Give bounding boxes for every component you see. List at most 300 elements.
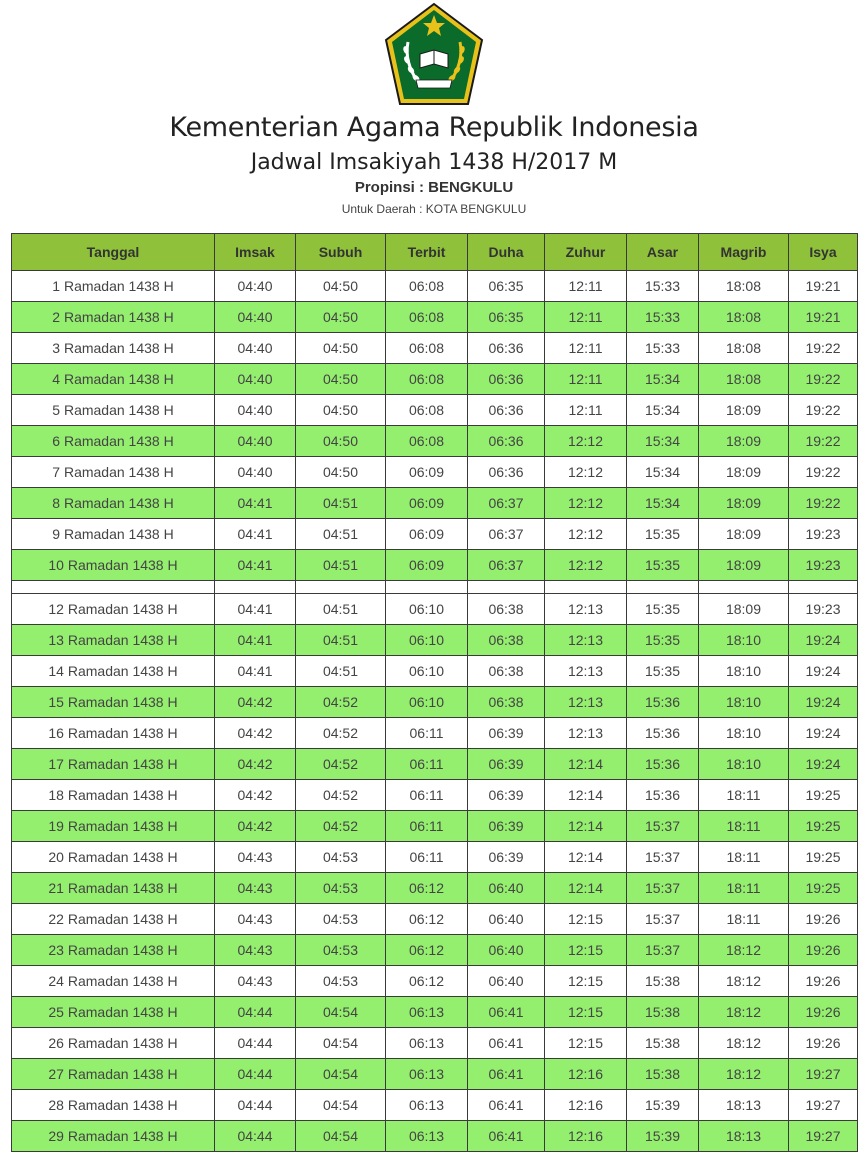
table-cell-subuh: 04:51 bbox=[296, 519, 386, 550]
table-cell-zuhur: 12:14 bbox=[545, 873, 627, 904]
table-cell-zuhur: 12:13 bbox=[545, 625, 627, 656]
table-cell-duha: 06:35 bbox=[468, 271, 545, 302]
table-cell-tanggal: 8 Ramadan 1438 H bbox=[12, 488, 215, 519]
province-label: Propinsi : bbox=[354, 179, 424, 196]
table-cell-magrib: 18:10 bbox=[699, 625, 789, 656]
table-cell-isya: 19:24 bbox=[789, 749, 858, 780]
table-cell-isya: 19:22 bbox=[789, 426, 858, 457]
table-cell-zuhur bbox=[545, 581, 627, 594]
table-cell-terbit: 06:10 bbox=[386, 656, 468, 687]
table-cell-zuhur: 12:15 bbox=[545, 1028, 627, 1059]
table-cell-imsak: 04:44 bbox=[215, 997, 296, 1028]
table-cell-duha: 06:39 bbox=[468, 842, 545, 873]
table-row bbox=[12, 904, 858, 935]
table-row bbox=[12, 656, 858, 687]
table-cell-subuh: 04:54 bbox=[296, 1090, 386, 1121]
table-cell-magrib: 18:08 bbox=[699, 271, 789, 302]
table-cell-terbit: 06:12 bbox=[386, 873, 468, 904]
table-cell-magrib: 18:12 bbox=[699, 966, 789, 997]
table-cell-imsak: 04:41 bbox=[215, 656, 296, 687]
table-cell-imsak: 04:43 bbox=[215, 873, 296, 904]
table-cell-magrib: 18:10 bbox=[699, 718, 789, 749]
table-cell-isya: 19:24 bbox=[789, 687, 858, 718]
table-cell-isya: 19:26 bbox=[789, 1028, 858, 1059]
table-cell-subuh: 04:52 bbox=[296, 780, 386, 811]
table-cell-tanggal: 10 Ramadan 1438 H bbox=[12, 550, 215, 581]
table-cell-duha: 06:39 bbox=[468, 811, 545, 842]
table-cell-terbit: 06:10 bbox=[386, 625, 468, 656]
table-cell-imsak: 04:44 bbox=[215, 1121, 296, 1152]
table-cell-zuhur: 12:13 bbox=[545, 594, 627, 625]
table-cell-magrib: 18:10 bbox=[699, 687, 789, 718]
table-row bbox=[12, 594, 858, 625]
table-cell-subuh: 04:51 bbox=[296, 625, 386, 656]
table-cell-subuh bbox=[296, 581, 386, 594]
table-cell-terbit: 06:10 bbox=[386, 594, 468, 625]
table-cell-asar: 15:33 bbox=[627, 271, 699, 302]
table-cell-magrib: 18:12 bbox=[699, 1028, 789, 1059]
table-cell-magrib: 18:12 bbox=[699, 997, 789, 1028]
table-cell-asar: 15:36 bbox=[627, 687, 699, 718]
table-cell-terbit: 06:11 bbox=[386, 842, 468, 873]
table-cell-subuh: 04:53 bbox=[296, 873, 386, 904]
table-cell-asar: 15:39 bbox=[627, 1121, 699, 1152]
table-cell-tanggal: 21 Ramadan 1438 H bbox=[12, 873, 215, 904]
table-row bbox=[12, 488, 858, 519]
table-cell-imsak: 04:42 bbox=[215, 780, 296, 811]
table-cell-zuhur: 12:11 bbox=[545, 333, 627, 364]
table-cell-asar: 15:35 bbox=[627, 656, 699, 687]
table-cell-isya: 19:27 bbox=[789, 1090, 858, 1121]
table-cell-zuhur: 12:13 bbox=[545, 718, 627, 749]
table-cell-terbit: 06:12 bbox=[386, 904, 468, 935]
table-cell-zuhur: 12:12 bbox=[545, 519, 627, 550]
table-row bbox=[12, 426, 858, 457]
table-cell-imsak: 04:41 bbox=[215, 594, 296, 625]
table-cell-zuhur: 12:12 bbox=[545, 426, 627, 457]
table-cell-subuh: 04:54 bbox=[296, 1028, 386, 1059]
table-cell-terbit: 06:13 bbox=[386, 1090, 468, 1121]
table-cell-asar: 15:36 bbox=[627, 780, 699, 811]
table-cell-subuh: 04:51 bbox=[296, 594, 386, 625]
table-cell-isya: 19:26 bbox=[789, 997, 858, 1028]
table-cell-imsak: 04:43 bbox=[215, 966, 296, 997]
table-cell-asar: 15:34 bbox=[627, 395, 699, 426]
table-cell-asar: 15:34 bbox=[627, 426, 699, 457]
table-row bbox=[12, 457, 858, 488]
page-header bbox=[0, 2, 868, 218]
table-cell-asar: 15:37 bbox=[627, 873, 699, 904]
table-cell-tanggal: 23 Ramadan 1438 H bbox=[12, 935, 215, 966]
table-cell-isya: 19:21 bbox=[789, 271, 858, 302]
table-cell-subuh: 04:52 bbox=[296, 718, 386, 749]
table-cell-terbit: 06:09 bbox=[386, 550, 468, 581]
table-row bbox=[12, 749, 858, 780]
table-cell-imsak: 04:44 bbox=[215, 1028, 296, 1059]
table-cell-asar: 15:38 bbox=[627, 997, 699, 1028]
table-cell-asar: 15:36 bbox=[627, 718, 699, 749]
table-cell-magrib: 18:11 bbox=[699, 842, 789, 873]
table-cell-isya: 19:22 bbox=[789, 488, 858, 519]
table-row bbox=[12, 811, 858, 842]
table-cell-duha: 06:37 bbox=[468, 550, 545, 581]
table-cell-isya: 19:27 bbox=[789, 1059, 858, 1090]
table-cell-subuh: 04:53 bbox=[296, 935, 386, 966]
table-cell-isya bbox=[789, 581, 858, 594]
table-cell-asar: 15:38 bbox=[627, 966, 699, 997]
table-cell-tanggal: 18 Ramadan 1438 H bbox=[12, 780, 215, 811]
table-cell-magrib: 18:09 bbox=[699, 550, 789, 581]
table-cell-zuhur: 12:13 bbox=[545, 687, 627, 718]
table-cell-magrib bbox=[699, 581, 789, 594]
table-cell-duha: 06:40 bbox=[468, 904, 545, 935]
table-cell-magrib: 18:09 bbox=[699, 519, 789, 550]
table-cell-terbit: 06:12 bbox=[386, 966, 468, 997]
table-cell-zuhur: 12:14 bbox=[545, 780, 627, 811]
table-cell-terbit: 06:11 bbox=[386, 718, 468, 749]
table-cell-asar: 15:37 bbox=[627, 935, 699, 966]
table-cell-zuhur: 12:11 bbox=[545, 271, 627, 302]
table-cell-imsak: 04:42 bbox=[215, 718, 296, 749]
table-cell-tanggal: 1 Ramadan 1438 H bbox=[12, 271, 215, 302]
table-cell-magrib: 18:11 bbox=[699, 904, 789, 935]
page-title: Kementerian Agama Republik Indonesia bbox=[169, 112, 699, 143]
table-cell-terbit: 06:08 bbox=[386, 426, 468, 457]
table-cell-duha: 06:36 bbox=[468, 457, 545, 488]
table-cell-zuhur: 12:15 bbox=[545, 997, 627, 1028]
table-cell-duha: 06:38 bbox=[468, 656, 545, 687]
column-header-magrib: Magrib bbox=[699, 234, 789, 271]
table-row bbox=[12, 333, 858, 364]
table-cell-zuhur: 12:15 bbox=[545, 904, 627, 935]
table-cell-imsak bbox=[215, 581, 296, 594]
table-cell-asar bbox=[627, 581, 699, 594]
table-cell-magrib: 18:09 bbox=[699, 488, 789, 519]
table-cell-subuh: 04:53 bbox=[296, 904, 386, 935]
table-cell-duha: 06:36 bbox=[468, 395, 545, 426]
table-cell-terbit: 06:11 bbox=[386, 749, 468, 780]
table-cell-zuhur: 12:13 bbox=[545, 656, 627, 687]
table-row bbox=[12, 302, 858, 333]
table-body bbox=[12, 271, 858, 1152]
table-cell-duha: 06:35 bbox=[468, 302, 545, 333]
table-row bbox=[12, 550, 858, 581]
table-row bbox=[12, 873, 858, 904]
table-cell-isya: 19:26 bbox=[789, 935, 858, 966]
table-cell-terbit: 06:11 bbox=[386, 780, 468, 811]
region-label: Untuk Daerah : bbox=[341, 202, 423, 216]
table-cell-tanggal: 9 Ramadan 1438 H bbox=[12, 519, 215, 550]
table-row bbox=[12, 935, 858, 966]
table-cell-duha: 06:38 bbox=[468, 625, 545, 656]
table-cell-tanggal: 14 Ramadan 1438 H bbox=[12, 656, 215, 687]
table-cell-isya: 19:27 bbox=[789, 1121, 858, 1152]
table-cell-isya: 19:21 bbox=[789, 302, 858, 333]
table-cell-subuh: 04:50 bbox=[296, 302, 386, 333]
table-cell-asar: 15:34 bbox=[627, 457, 699, 488]
table-cell-imsak: 04:40 bbox=[215, 364, 296, 395]
table-cell-magrib: 18:09 bbox=[699, 426, 789, 457]
table-cell-subuh: 04:51 bbox=[296, 488, 386, 519]
table-cell-duha: 06:41 bbox=[468, 1059, 545, 1090]
table-cell-asar: 15:36 bbox=[627, 749, 699, 780]
table-cell-tanggal: 17 Ramadan 1438 H bbox=[12, 749, 215, 780]
table-cell-imsak: 04:44 bbox=[215, 1059, 296, 1090]
table-cell-subuh: 04:52 bbox=[296, 811, 386, 842]
table-cell-zuhur: 12:12 bbox=[545, 550, 627, 581]
table-cell-tanggal: 27 Ramadan 1438 H bbox=[12, 1059, 215, 1090]
table-cell-terbit: 06:11 bbox=[386, 811, 468, 842]
table-cell-imsak: 04:40 bbox=[215, 271, 296, 302]
table-cell-asar: 15:35 bbox=[627, 625, 699, 656]
table-cell-duha: 06:36 bbox=[468, 364, 545, 395]
table-cell-magrib: 18:12 bbox=[699, 1059, 789, 1090]
table-cell-duha: 06:36 bbox=[468, 426, 545, 457]
region-value: KOTA BENGKULU bbox=[425, 202, 527, 216]
table-row bbox=[12, 395, 858, 426]
table-row bbox=[12, 1121, 858, 1152]
province-line bbox=[0, 178, 868, 198]
table-cell-imsak: 04:42 bbox=[215, 811, 296, 842]
table-cell-isya: 19:25 bbox=[789, 811, 858, 842]
table-cell-isya: 19:24 bbox=[789, 656, 858, 687]
table-cell-subuh: 04:50 bbox=[296, 426, 386, 457]
table-cell-imsak: 04:40 bbox=[215, 333, 296, 364]
table-cell-tanggal: 26 Ramadan 1438 H bbox=[12, 1028, 215, 1059]
table-cell-magrib: 18:11 bbox=[699, 811, 789, 842]
table-row bbox=[12, 997, 858, 1028]
table-cell-duha: 06:41 bbox=[468, 997, 545, 1028]
table-cell-subuh: 04:50 bbox=[296, 333, 386, 364]
column-header-asar: Asar bbox=[627, 234, 699, 271]
table-cell-duha: 06:39 bbox=[468, 749, 545, 780]
table-cell-tanggal: 15 Ramadan 1438 H bbox=[12, 687, 215, 718]
table-cell-subuh: 04:51 bbox=[296, 656, 386, 687]
table-cell-tanggal: 29 Ramadan 1438 H bbox=[12, 1121, 215, 1152]
table-cell-tanggal: 13 Ramadan 1438 H bbox=[12, 625, 215, 656]
table-cell-tanggal: 4 Ramadan 1438 H bbox=[12, 364, 215, 395]
table-cell-magrib: 18:08 bbox=[699, 364, 789, 395]
table-header-row bbox=[12, 234, 858, 271]
column-header-tanggal: Tanggal bbox=[12, 234, 215, 271]
table-cell-tanggal bbox=[12, 581, 215, 594]
kemenag-logo bbox=[384, 2, 484, 106]
table-row bbox=[12, 842, 858, 873]
column-header-terbit: Terbit bbox=[386, 234, 468, 271]
table-cell-imsak: 04:41 bbox=[215, 625, 296, 656]
table-cell-zuhur: 12:14 bbox=[545, 842, 627, 873]
column-header-duha: Duha bbox=[468, 234, 545, 271]
table-cell-zuhur: 12:16 bbox=[545, 1090, 627, 1121]
table-cell-tanggal: 7 Ramadan 1438 H bbox=[12, 457, 215, 488]
table-cell-terbit: 06:09 bbox=[386, 519, 468, 550]
table-cell-zuhur: 12:15 bbox=[545, 966, 627, 997]
table-cell-tanggal: 25 Ramadan 1438 H bbox=[12, 997, 215, 1028]
table-cell-duha: 06:37 bbox=[468, 519, 545, 550]
table-cell-terbit: 06:08 bbox=[386, 333, 468, 364]
table-cell-imsak: 04:44 bbox=[215, 1090, 296, 1121]
table-cell-terbit: 06:13 bbox=[386, 997, 468, 1028]
table-cell-duha: 06:38 bbox=[468, 594, 545, 625]
table-cell-imsak: 04:40 bbox=[215, 302, 296, 333]
table-cell-duha: 06:37 bbox=[468, 488, 545, 519]
table-cell-isya: 19:25 bbox=[789, 873, 858, 904]
table-cell-isya: 19:26 bbox=[789, 904, 858, 935]
column-header-isya: Isya bbox=[789, 234, 858, 271]
table-cell-imsak: 04:41 bbox=[215, 488, 296, 519]
table-cell-duha: 06:36 bbox=[468, 333, 545, 364]
table-cell-magrib: 18:09 bbox=[699, 594, 789, 625]
table-cell-asar: 15:37 bbox=[627, 811, 699, 842]
table-cell-isya: 19:22 bbox=[789, 395, 858, 426]
table-cell-magrib: 18:09 bbox=[699, 457, 789, 488]
table-cell-subuh: 04:53 bbox=[296, 842, 386, 873]
table-cell-magrib: 18:11 bbox=[699, 873, 789, 904]
table-cell-magrib: 18:13 bbox=[699, 1121, 789, 1152]
table-cell-subuh: 04:50 bbox=[296, 395, 386, 426]
table-cell-duha bbox=[468, 581, 545, 594]
table-row bbox=[12, 364, 858, 395]
table-cell-terbit: 06:10 bbox=[386, 687, 468, 718]
table-cell-imsak: 04:43 bbox=[215, 842, 296, 873]
table-cell-tanggal: 6 Ramadan 1438 H bbox=[12, 426, 215, 457]
table-cell-asar: 15:37 bbox=[627, 904, 699, 935]
table-cell-terbit: 06:09 bbox=[386, 488, 468, 519]
table-cell-asar: 15:35 bbox=[627, 550, 699, 581]
table-cell-magrib: 18:09 bbox=[699, 395, 789, 426]
table-cell-duha: 06:39 bbox=[468, 780, 545, 811]
table-cell-asar: 15:35 bbox=[627, 594, 699, 625]
table-row bbox=[12, 519, 858, 550]
table-cell-tanggal: 28 Ramadan 1438 H bbox=[12, 1090, 215, 1121]
table-cell-tanggal: 16 Ramadan 1438 H bbox=[12, 718, 215, 749]
table-cell-tanggal: 22 Ramadan 1438 H bbox=[12, 904, 215, 935]
table-row bbox=[12, 718, 858, 749]
table-cell-subuh: 04:53 bbox=[296, 966, 386, 997]
page-subtitle: Jadwal Imsakiyah 1438 H/2017 M bbox=[250, 150, 618, 175]
table-cell-magrib: 18:10 bbox=[699, 656, 789, 687]
table-cell-isya: 19:22 bbox=[789, 457, 858, 488]
table-cell-isya: 19:23 bbox=[789, 594, 858, 625]
column-header-imsak: Imsak bbox=[215, 234, 296, 271]
table-cell-subuh: 04:50 bbox=[296, 457, 386, 488]
table-cell-zuhur: 12:12 bbox=[545, 457, 627, 488]
table-cell-duha: 06:40 bbox=[468, 935, 545, 966]
table-cell-terbit: 06:13 bbox=[386, 1059, 468, 1090]
table-cell-tanggal: 20 Ramadan 1438 H bbox=[12, 842, 215, 873]
table-cell-duha: 06:41 bbox=[468, 1028, 545, 1059]
table-cell-tanggal: 19 Ramadan 1438 H bbox=[12, 811, 215, 842]
table-cell-isya: 19:24 bbox=[789, 718, 858, 749]
table-cell-imsak: 04:42 bbox=[215, 687, 296, 718]
table-cell-imsak: 04:40 bbox=[215, 457, 296, 488]
table-cell-subuh: 04:54 bbox=[296, 997, 386, 1028]
table-cell-asar: 15:37 bbox=[627, 842, 699, 873]
table-cell-magrib: 18:08 bbox=[699, 333, 789, 364]
table-cell-terbit: 06:08 bbox=[386, 302, 468, 333]
table-cell-zuhur: 12:15 bbox=[545, 935, 627, 966]
table-row bbox=[12, 966, 858, 997]
table-cell-isya: 19:22 bbox=[789, 333, 858, 364]
table-row bbox=[12, 625, 858, 656]
table-cell-duha: 06:39 bbox=[468, 718, 545, 749]
table-cell-tanggal: 3 Ramadan 1438 H bbox=[12, 333, 215, 364]
table-cell-magrib: 18:13 bbox=[699, 1090, 789, 1121]
province-value: BENGKULU bbox=[428, 179, 514, 196]
table-cell-terbit: 06:08 bbox=[386, 271, 468, 302]
table-cell-subuh: 04:52 bbox=[296, 749, 386, 780]
table-cell-isya: 19:23 bbox=[789, 519, 858, 550]
table-cell-subuh: 04:51 bbox=[296, 550, 386, 581]
table-cell-terbit: 06:09 bbox=[386, 457, 468, 488]
table-cell-imsak: 04:40 bbox=[215, 395, 296, 426]
table-cell-imsak: 04:43 bbox=[215, 904, 296, 935]
table-cell-terbit: 06:13 bbox=[386, 1121, 468, 1152]
table-cell-subuh: 04:54 bbox=[296, 1121, 386, 1152]
column-header-subuh: Subuh bbox=[296, 234, 386, 271]
table-cell-tanggal: 12 Ramadan 1438 H bbox=[12, 594, 215, 625]
column-header-zuhur: Zuhur bbox=[545, 234, 627, 271]
region-line bbox=[0, 200, 868, 218]
table-cell-asar: 15:34 bbox=[627, 488, 699, 519]
table-cell-imsak: 04:41 bbox=[215, 550, 296, 581]
table-cell-magrib: 18:10 bbox=[699, 749, 789, 780]
table-cell-isya: 19:25 bbox=[789, 780, 858, 811]
table-cell-tanggal: 5 Ramadan 1438 H bbox=[12, 395, 215, 426]
table-cell-terbit: 06:12 bbox=[386, 935, 468, 966]
table-cell-duha: 06:41 bbox=[468, 1090, 545, 1121]
table-cell-subuh: 04:54 bbox=[296, 1059, 386, 1090]
table-cell-asar: 15:35 bbox=[627, 519, 699, 550]
table-cell-terbit bbox=[386, 581, 468, 594]
table-cell-isya: 19:22 bbox=[789, 364, 858, 395]
table-cell-terbit: 06:08 bbox=[386, 395, 468, 426]
table-cell-subuh: 04:50 bbox=[296, 364, 386, 395]
table-cell-terbit: 06:08 bbox=[386, 364, 468, 395]
table-cell-asar: 15:33 bbox=[627, 333, 699, 364]
table-cell-zuhur: 12:11 bbox=[545, 364, 627, 395]
table-row bbox=[12, 1090, 858, 1121]
imsakiyah-table bbox=[11, 233, 858, 1152]
table-cell-subuh: 04:50 bbox=[296, 271, 386, 302]
table-cell-isya: 19:23 bbox=[789, 550, 858, 581]
table-cell-asar: 15:38 bbox=[627, 1059, 699, 1090]
table-cell-isya: 19:26 bbox=[789, 966, 858, 997]
table-cell-imsak: 04:42 bbox=[215, 749, 296, 780]
table-cell-asar: 15:33 bbox=[627, 302, 699, 333]
table-cell-asar: 15:38 bbox=[627, 1028, 699, 1059]
table-cell-isya: 19:24 bbox=[789, 625, 858, 656]
table-cell-imsak: 04:40 bbox=[215, 426, 296, 457]
table-cell-duha: 06:38 bbox=[468, 687, 545, 718]
table-cell-magrib: 18:12 bbox=[699, 935, 789, 966]
table-cell-zuhur: 12:12 bbox=[545, 488, 627, 519]
table-cell-zuhur: 12:14 bbox=[545, 749, 627, 780]
table-cell-asar: 15:34 bbox=[627, 364, 699, 395]
table-cell-tanggal: 2 Ramadan 1438 H bbox=[12, 302, 215, 333]
table-cell-zuhur: 12:16 bbox=[545, 1121, 627, 1152]
table-cell-zuhur: 12:14 bbox=[545, 811, 627, 842]
table-cell-asar: 15:39 bbox=[627, 1090, 699, 1121]
table-row bbox=[12, 1028, 858, 1059]
table-cell-subuh: 04:52 bbox=[296, 687, 386, 718]
table-cell-magrib: 18:08 bbox=[699, 302, 789, 333]
table-cell-duha: 06:40 bbox=[468, 873, 545, 904]
table-cell-duha: 06:41 bbox=[468, 1121, 545, 1152]
table-row bbox=[12, 581, 858, 594]
table-row bbox=[12, 687, 858, 718]
table-row bbox=[12, 1059, 858, 1090]
